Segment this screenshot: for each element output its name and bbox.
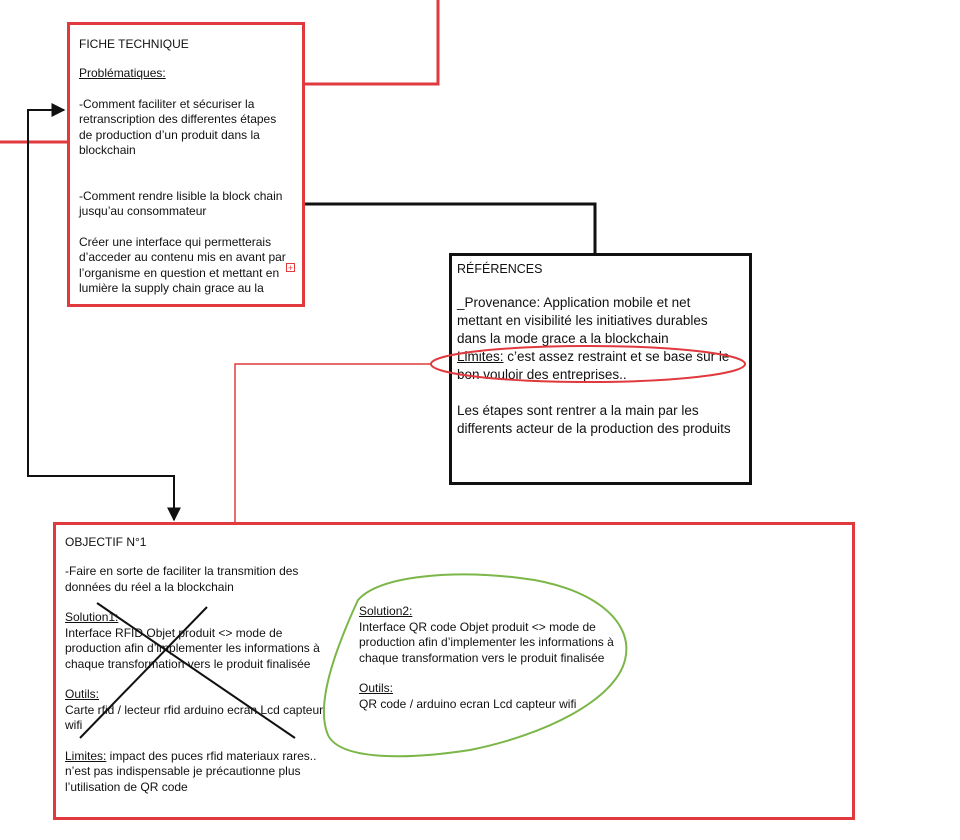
references-etapes: Les étapes sont rentrer a la main par les differents acteur de la production des produits bbox=[457, 403, 731, 436]
red-connector-thin bbox=[235, 364, 432, 522]
solution1-text: Interface RFID Objet produit <> mode de production afin d’implementer les informations à chaque transformation vers le produit finalisée bbox=[65, 625, 320, 671]
outils1-label: Outils: bbox=[65, 687, 100, 701]
question-2: -Comment rendre lisible la block chain jusqu’au consommateur bbox=[79, 188, 283, 218]
objectif-limites-text: impact des puces rfid materiaux rares.. n’est pas indispensable je précautionne plus l’utilisation de QR code bbox=[65, 748, 317, 794]
outils2-text: QR code / arduino ecran Lcd capteur wifi bbox=[359, 696, 577, 711]
fiche-title: FICHE TECHNIQUE bbox=[79, 37, 189, 51]
references-limites-text: c’est assez restraint et se base sur le bon vouloir des entreprises.. bbox=[457, 349, 730, 382]
objectif-limites bbox=[65, 749, 844, 796]
plus-square-icon[interactable]: + bbox=[287, 263, 294, 273]
objectif-limites-label: Limites: bbox=[65, 748, 107, 763]
question-1: -Comment faciliter et sécuriser la retranscription des differentes étapes de production d’un produit dans la blockchain bbox=[79, 96, 277, 157]
outils2-label: Outils: bbox=[359, 681, 394, 695]
references-title: RÉFÉRENCES bbox=[457, 262, 543, 276]
problematiques-label: Problématiques: bbox=[79, 66, 166, 80]
solution2-text: Interface QR code Objet produit <> mode de production afin d’implementer les informations à chaque transformation vers le produit finalisée bbox=[359, 619, 614, 665]
references-limites-label: Limites: bbox=[457, 349, 504, 364]
red-connector-top bbox=[305, 0, 438, 84]
outils1-text: Carte rfid / lecteur rfid arduino ecran Lcd capteur wifi bbox=[65, 702, 324, 732]
solution2-label: Solution2: bbox=[359, 604, 413, 618]
objectif-goal: -Faire en sorte de faciliter la transmition des données du réel a la blockchain bbox=[65, 564, 299, 594]
objectif-title: OBJECTIF N°1 bbox=[65, 535, 147, 549]
question-3: Créer une interface qui permetterais d’acceder au contenu mis en avant par l’organisme en question et mettant en lumière la supply chain grace au la bbox=[79, 234, 286, 295]
references-provenance: _Provenance: Application mobile et net mettant en visibilité les initiatives durables dans la mode grace a la blockchain bbox=[457, 295, 708, 346]
references-box bbox=[449, 253, 752, 485]
black-connector-references bbox=[305, 204, 595, 253]
fiche-technique-box bbox=[67, 22, 305, 307]
solution1-label: Solution1: bbox=[65, 610, 119, 624]
references-limites bbox=[457, 348, 743, 384]
solution2-block bbox=[359, 604, 639, 712]
